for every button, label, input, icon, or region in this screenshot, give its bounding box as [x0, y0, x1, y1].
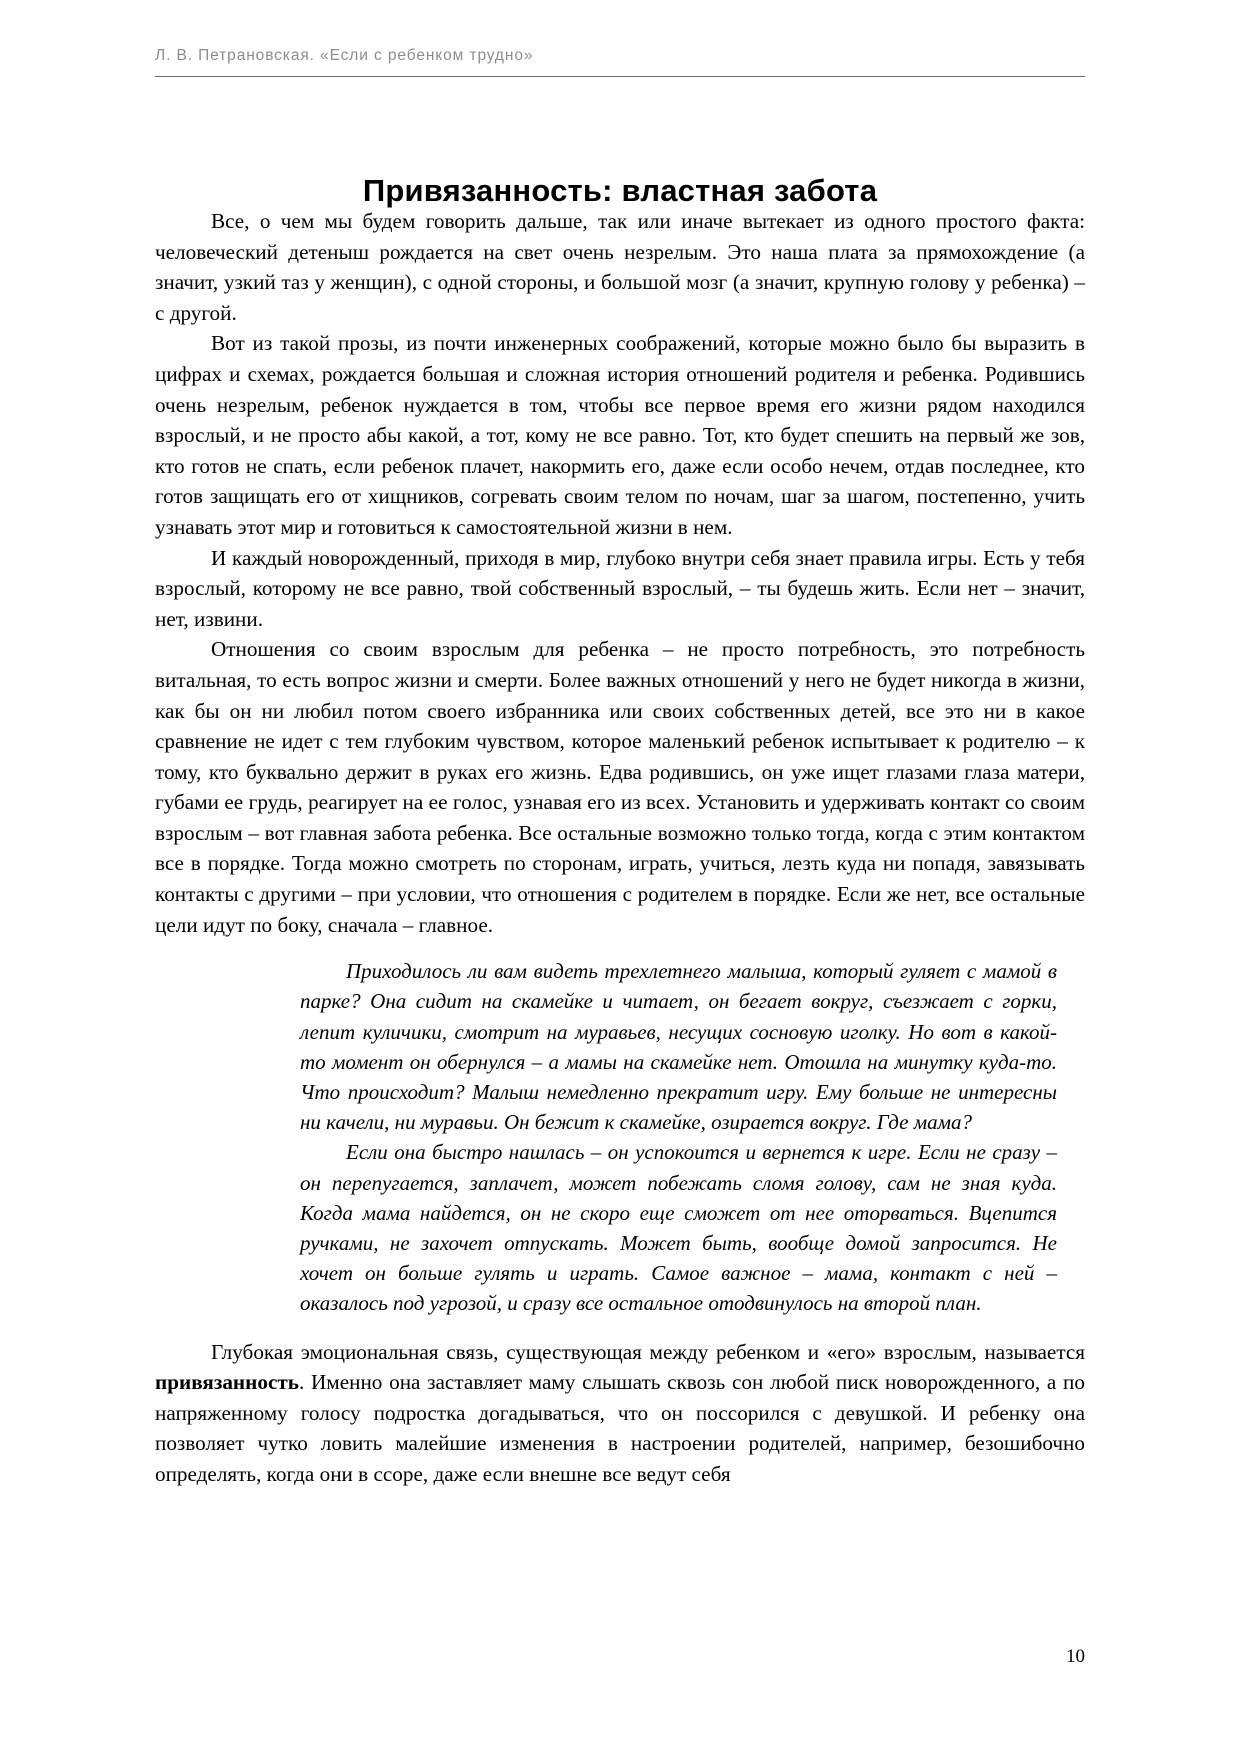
final-paragraph-before-bold: Глубокая эмоциональная связь, существующая между ребенком и «его» взрослым, называется [211, 1339, 1085, 1364]
header-divider-rule [155, 76, 1085, 77]
running-header-text: Л. В. Петрановская. «Если с ребенком трудно» [155, 47, 534, 64]
body-paragraph-4: Отношения со своим взрослым для ребенка – не просто потребность, это потребность витальная, то есть вопрос жизни и смерти. Более важных отношений у него не будет никогда в жизни, как бы он ни любил потом своего избранника или своих собственных детей, все это ни в какое сравнение не идет с тем глубоким чувством, которое маленький ребенок испытывает к родителю – к тому, кто буквально держит в руках его жизнь. Едва родившись, он уже ищет глазами глаза матери, губами ее грудь, реагирует на ее голос, узнавая его из всех. Установить и удерживать контакт со своим взрослым – вот главная забота ребенка. Все остальные возможно только тогда, когда с этим контактом все в порядке. Тогда можно смотреть по сторонам, играть, учиться, лезть куда ни попадя, завязывать контакты с другими – при условии, что отношения с родителем в порядке. Если же нет, все остальные цели идут по боку, сначала – главное. [155, 637, 1085, 937]
running-header [155, 46, 1085, 66]
quote-paragraph-1: Приходилось ли вам видеть трехлетнего малыша, который гуляет с мамой в парке? Она сидит на скамейке и читает, он бегает вокруг, съезжает с горки, лепит куличики, смотрит на муравьев, несущих сосновую иголку. Но вот в какой-то момент он обернулся – а мамы на скамейке нет. Отошла на минутку куда-то. Что происходит? Малыш немедленно прекратит игру. Ему больше не интересны ни качели, ни муравьи. Он бежит к скамейке, озирается вокруг. Где мама? [300, 959, 1057, 1135]
body-paragraph-2: Вот из такой прозы, из почти инженерных соображений, которые можно было бы выразить в цифрах и схемах, рождается большая и сложная история отношений родителя и ребенка. Родившись очень незрелым, ребенок нуждается в том, чтобы все первое время его жизни рядом находился взрослый, и не просто абы какой, а тот, кому не все равно. Тот, кто будет спешить на первый же зов, кто готов не спать, если ребенок плачет, накормить его, даже если особо нечем, отдав последнее, кто готов защищать его от хищников, согревать своим телом по ночам, шаг за шагом, постепенно, учить узнавать этот мир и готовиться к самостоятельной жизни в нем. [155, 331, 1085, 539]
page-number: 10 [1066, 1646, 1085, 1667]
italic-quote-block [155, 956, 1085, 1318]
body-paragraph-3: И каждый новорожденный, приходя в мир, глубоко внутри себя знает правила игры. Есть у тебя взрослый, которому не все равно, твой собственный взрослый, – ты будешь жить. Если нет – значит, нет, извини. [155, 545, 1085, 631]
body-text-column [155, 206, 1085, 1490]
body-paragraph-final [155, 1337, 1085, 1490]
final-paragraph-bold-term: привязанность [155, 1370, 299, 1395]
chapter-title: Привязанность: властная забота [362, 172, 878, 208]
body-paragraph-1: Все, о чем мы будем говорить дальше, так или иначе вытекает из одного простого факта: человеческий детеныш рождается на свет очень незрелым. Это наша плата за прямохождение (а значит, узкий таз у женщин), с одной стороны, и большой мозг (а значит, крупную голову у ребенка) – с другой. [155, 209, 1085, 325]
final-paragraph-after-bold: . Именно она заставляет маму слышать сквозь сон любой писк новорожденного, а по напряженному голосу подростка догадываться, что он поссорился с девушкой. И ребенку она позволяет чутко ловить малейшие изменения в настроении родителей, например, безошибочно определять, когда они в ссоре, даже если внешне все ведут себя [155, 1370, 1085, 1487]
quote-paragraph-2: Если она быстро нашлась – он успокоится и вернется к игре. Если не сразу – он перепугается, заплачет, может побежать сломя голову, сам не зная куда. Когда мама найдется, он не скоро еще сможет от нее оторваться. Вцепится ручками, не захочет отпускать. Может быть, вообще домой запросится. Не хочет он больше гулять и играть. Самое важное – мама, контакт с ней – оказалось под угрозой, и сразу все остальное отодвинулось на второй план. [300, 1140, 1057, 1316]
